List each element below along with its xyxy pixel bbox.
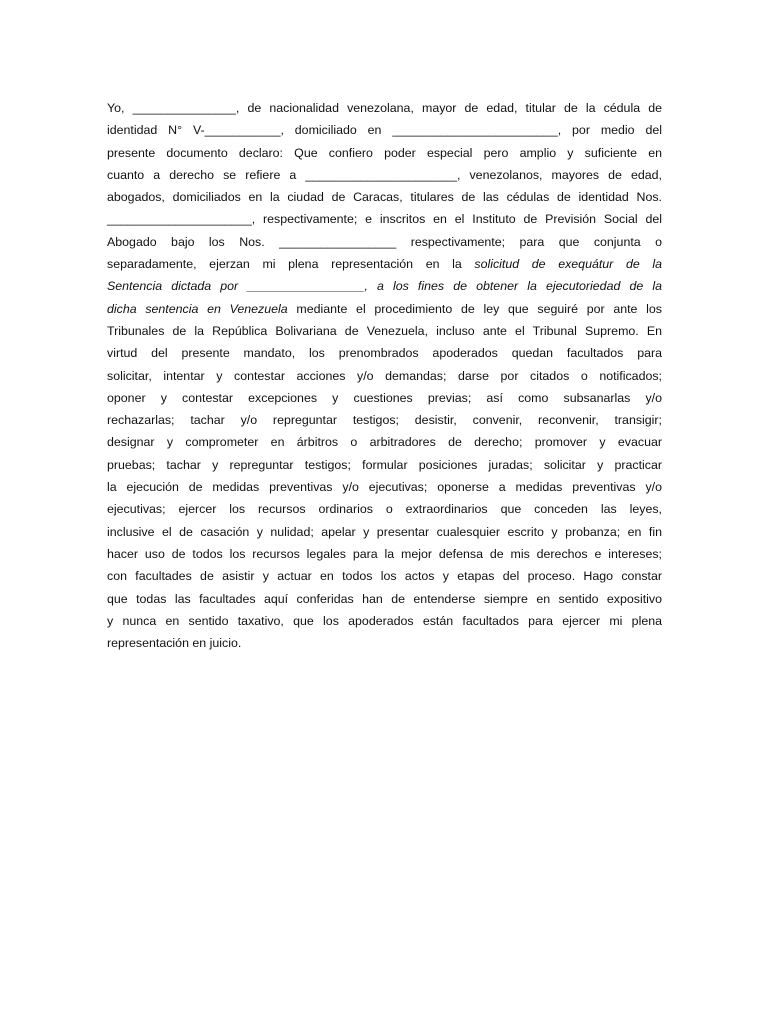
text-run: Tribunales de la República Bolivariana de Venezuela, incluso ante el Tribunal Supremo. En (107, 323, 662, 338)
text-line (107, 119, 662, 141)
text-run: con facultades de asistir y actuar en todos los actos y etapas del proceso. Hago constar (107, 569, 662, 584)
text-run: abogados, domiciliados en la ciudad de Caracas, titulares de las cédulas de identidad Nos. (107, 190, 662, 205)
text-run: Yo, _______________, de nacionalidad venezolana, mayor de edad, titular de la cédula de (107, 101, 662, 115)
text-run: mediante el procedimiento de ley que seguiré por ante los (287, 301, 662, 316)
text-run: que todas las facultades aquí conferidas han de entenderse siempre en sentido expositivo (107, 591, 662, 606)
text-line (107, 298, 662, 320)
text-run: rechazarlas; tachar y/o repreguntar testigos; desistir, convenir, reconvenir, transigir; (107, 413, 662, 428)
text-run: identidad N° V-___________, domiciliado en ________________________, por medio del (107, 123, 662, 138)
text-line (107, 253, 662, 275)
text-run: designar y comprometer en árbitros o arbitradores de derecho; promover y evacuar (107, 435, 662, 450)
text-line (107, 342, 662, 364)
text-run: cuanto a derecho se refiere a ______________________, venezolanos, mayores de edad, (107, 167, 662, 182)
text-run: representación en juicio. (107, 636, 242, 651)
italic-text-run: Sentencia dictada por _________________, a los fines de obtener la ejecutoriedad de la (107, 279, 662, 294)
text-line (107, 164, 662, 186)
text-line (107, 632, 662, 654)
text-line (107, 97, 662, 119)
text-run: oponer y contestar excepciones y cuestiones previas; así como subsanarlas y/o (107, 390, 662, 405)
text-run: ejecutivas; ejercer los recursos ordinarios o extraordinarios que conceden las leyes, (107, 502, 662, 517)
text-line (107, 476, 662, 498)
text-line (107, 186, 662, 208)
text-line (107, 610, 662, 632)
power-of-attorney-text (107, 97, 662, 654)
text-line (107, 320, 662, 342)
text-line (107, 409, 662, 431)
text-run: y nunca en sentido taxativo, que los apoderados están facultados para ejercer mi plena (107, 613, 662, 628)
text-line (107, 521, 662, 543)
text-line (107, 387, 662, 409)
text-line (107, 498, 662, 520)
text-run: pruebas; tachar y repreguntar testigos; formular posiciones juradas; solicitar y practicar (107, 457, 662, 472)
text-run: inclusive el de casación y nulidad; apelar y presentar cualesquier escrito y probanza; en fin (107, 524, 662, 539)
text-line (107, 231, 662, 253)
text-line (107, 454, 662, 476)
text-run: separadamente, ejerzan mi plena representación en la (107, 257, 475, 272)
text-line (107, 365, 662, 387)
text-run: presente documento declaro: Que confiero poder especial pero amplio y suficiente en (107, 145, 662, 160)
text-line (107, 543, 662, 565)
text-run: Abogado bajo los Nos. _________________ respectivamente; para que conjunta o (107, 234, 662, 249)
text-run: la ejecución de medidas preventivas y/o ejecutivas; oponerse a medidas preventivas y/o (107, 480, 662, 495)
text-line (107, 208, 662, 230)
italic-text-run: dicha sentencia en Venezuela (107, 301, 288, 316)
italic-text-run: solicitud de exequátur de la (474, 257, 662, 272)
text-run: _____________________, respectivamente; e inscritos en el Instituto de Previsión Social del (107, 212, 662, 227)
text-line (107, 588, 662, 610)
text-run: hacer uso de todos los recursos legales para la mejor defensa de mis derechos e intereses; (107, 546, 662, 561)
text-line (107, 142, 662, 164)
text-run: solicitar, intentar y contestar acciones y/o demandas; darse por citados o notificados; (107, 368, 662, 383)
text-line (107, 275, 662, 297)
text-line (107, 565, 662, 587)
text-run: virtud del presente mandato, los prenombrados apoderados quedan facultados para (107, 346, 662, 361)
text-line (107, 431, 662, 453)
